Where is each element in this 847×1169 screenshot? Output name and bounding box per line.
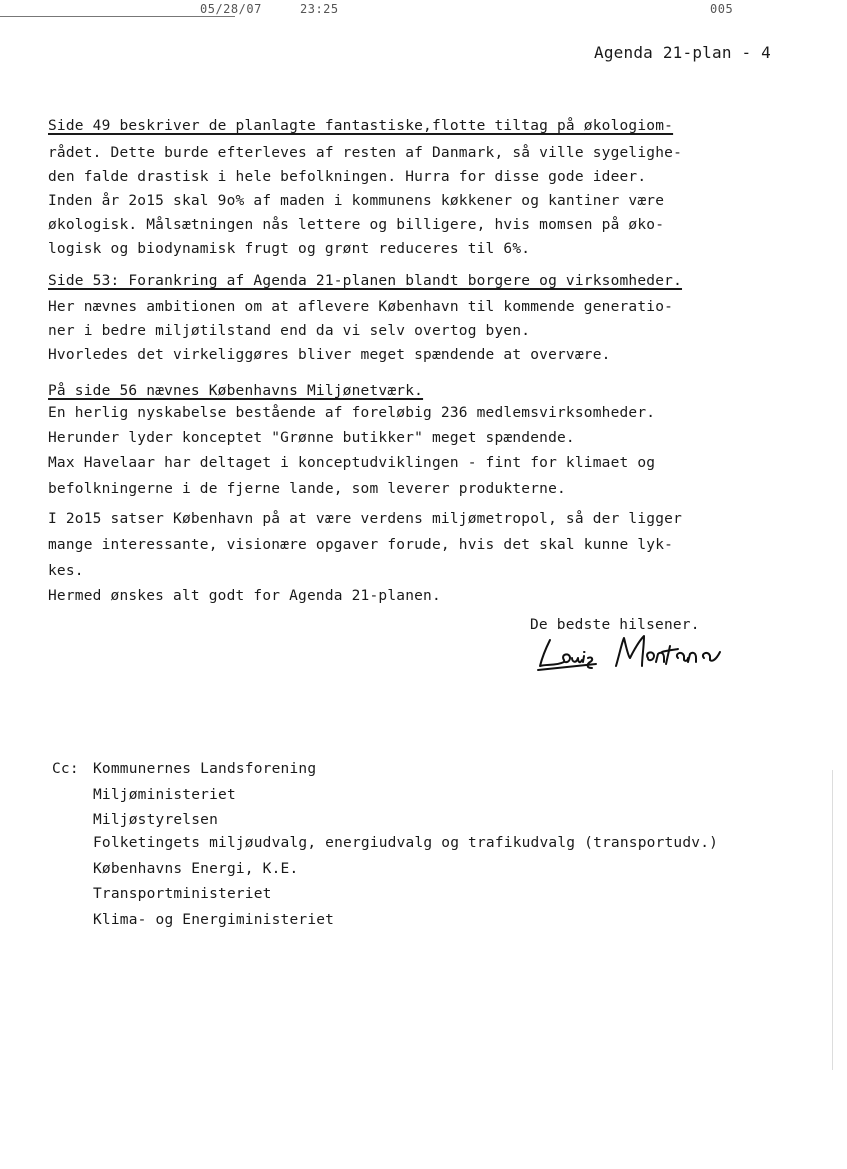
body-line: rådet. Dette burde efterleves af resten af Danmark, så ville sygelighe-	[48, 145, 683, 161]
body-line: Her nævnes ambitionen om at aflevere København til kommende generatio-	[48, 299, 674, 315]
body-line: Side 53: Forankring af Agenda 21-planen blandt borgere og virksomheder.	[48, 273, 683, 289]
fax-header-rule	[0, 16, 235, 17]
body-line: økologisk. Målsætningen nås lettere og billigere, hvis momsen på øko-	[48, 217, 665, 233]
body-line: befolkningerne i de fjerne lande, som leverer produkterne.	[48, 481, 566, 497]
body-line: kes.	[48, 563, 84, 579]
handwritten-signature	[536, 632, 746, 674]
body-line: En herlig nyskabelse bestående af foreløbig 236 medlemsvirksomheder.	[48, 405, 656, 421]
body-line: Max Havelaar har deltaget i konceptudviklingen - fint for klimaet og	[48, 455, 656, 471]
body-line: I 2o15 satser København på at være verdens miljømetropol, så der ligger	[48, 511, 683, 527]
cc-recipient: Kommunernes Landsforening	[93, 761, 317, 777]
cc-recipient: Miljøministeriet	[93, 787, 236, 803]
cc-recipient: Transportministeriet	[93, 886, 272, 902]
page-header: Agenda 21-plan - 4	[594, 43, 771, 62]
body-line: mange interessante, visionære opgaver forude, hvis det skal kunne lyk-	[48, 537, 674, 553]
cc-label: Cc:	[52, 761, 79, 777]
body-line: Herunder lyder konceptet "Grønne butikker" meget spændende.	[48, 430, 575, 446]
cc-recipient: Folketingets miljøudvalg, energiudvalg og trafikudvalg (transportudv.)	[93, 835, 719, 851]
cc-recipient: Klima- og Energiministeriet	[93, 912, 335, 928]
body-line: den falde drastisk i hele befolkningen. Hurra for disse gode ideer.	[48, 169, 647, 185]
scan-artifact-line	[832, 770, 833, 1070]
fax-date: 05/28/07	[200, 2, 262, 16]
body-line: Hvorledes det virkeliggøres bliver meget spændende at overvære.	[48, 347, 611, 363]
cc-recipient: Miljøstyrelsen	[93, 812, 219, 828]
fax-time: 23:25	[300, 2, 339, 16]
body-line: Side 49 beskriver de planlagte fantastiske,flotte tiltag på økologiom-	[48, 118, 674, 134]
body-line: Inden år 2o15 skal 9o% af maden i kommunens køkkener og kantiner være	[48, 193, 665, 209]
body-line: Hermed ønskes alt godt for Agenda 21-planen.	[48, 588, 441, 604]
closing-greeting: De bedste hilsener.	[530, 617, 700, 633]
fax-page-number: 005	[710, 2, 734, 16]
cc-recipient: Københavns Energi, K.E.	[93, 861, 299, 877]
body-line: ner i bedre miljøtilstand end da vi selv overtog byen.	[48, 323, 531, 339]
body-line: logisk og biodynamisk frugt og grønt reduceres til 6%.	[48, 241, 531, 257]
body-line: På side 56 nævnes Københavns Miljønetværk.	[48, 383, 424, 399]
